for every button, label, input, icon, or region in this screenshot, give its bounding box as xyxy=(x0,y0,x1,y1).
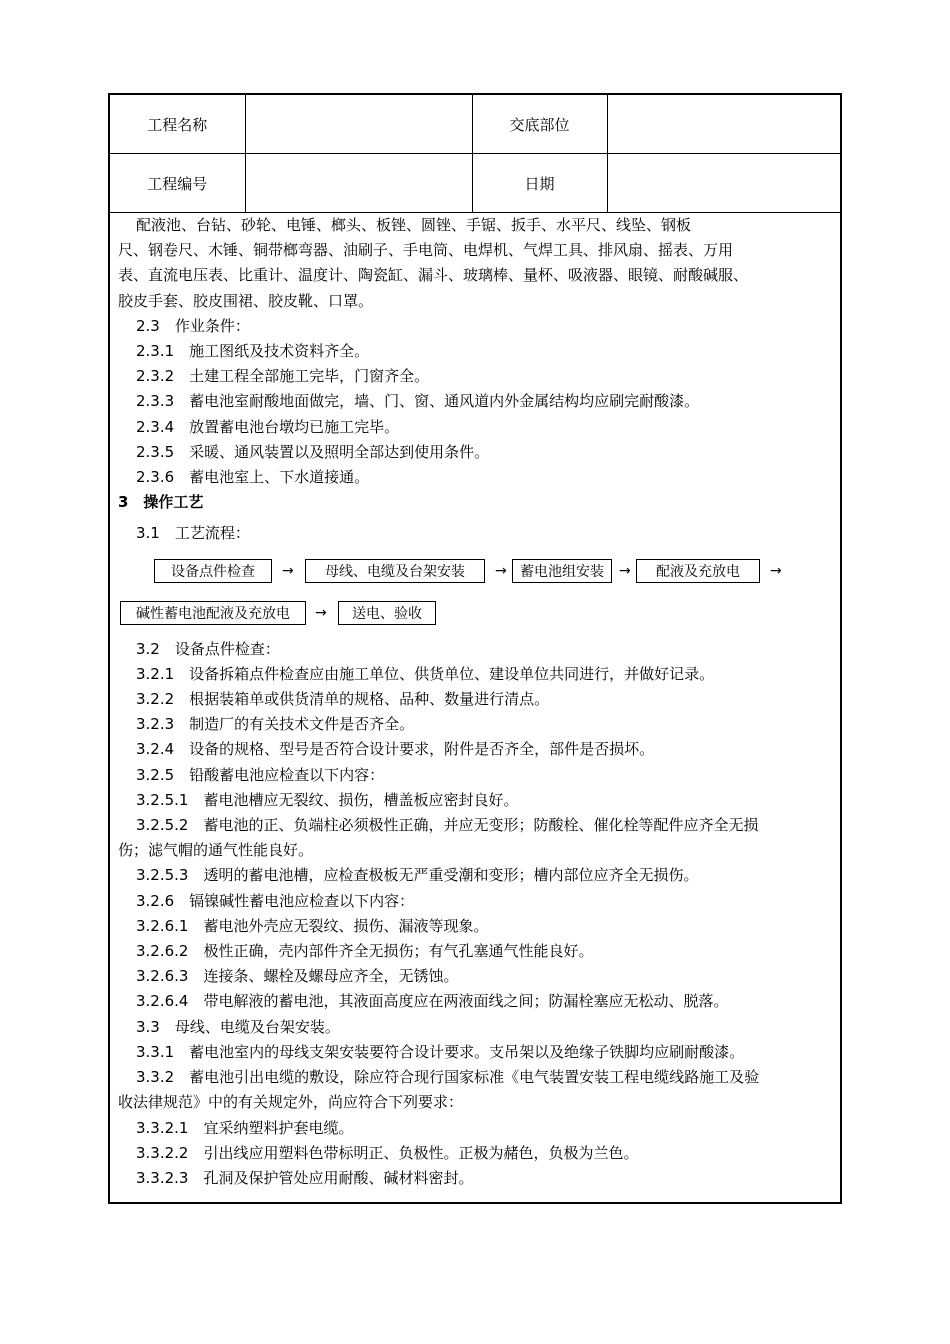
inspection-line: 3.2.6 镉镍碱性蓄电池应检查以下内容： xyxy=(136,891,415,910)
flow-arrow: → xyxy=(495,562,507,579)
flow-step-box: 配液及充放电 xyxy=(636,559,760,583)
busbar-line: 3.3.2.1 宜采纳塑料护套电缆。 xyxy=(136,1118,354,1137)
inspection-line: 3.2 设备点件检查： xyxy=(136,639,280,658)
inspection-line: 3.2.3 制造厂的有关技术文件是否齐全。 xyxy=(136,715,415,734)
document-frame xyxy=(108,93,842,1204)
location-value xyxy=(607,95,840,154)
document-body xyxy=(118,213,834,1191)
date-value xyxy=(607,154,840,213)
flow-arrow: → xyxy=(619,562,631,579)
condition-line: 2.3.2 土建工程全部施工完毕，门窗齐全。 xyxy=(136,367,430,386)
busbar-line: 3.3.1 蓄电池室内的母线支架安装要符合设计要求。支吊架以及绝缘子铁脚均应刷耐酸漆。 xyxy=(136,1042,745,1061)
inspection-line: 3.2.5.3 透明的蓄电池槽，应检查极板无严重受潮和变形；槽内部位应齐全无损伤。 xyxy=(136,866,699,885)
condition-line: 2.3.4 放置蓄电池台墩均已施工完毕。 xyxy=(136,417,400,436)
project-name-label: 工程名称 xyxy=(110,95,245,154)
condition-line: 2.3.1 施工图纸及技术资料齐全。 xyxy=(136,342,370,361)
inspection-line: 3.2.5.1 蓄电池槽应无裂纹、损伤，槽盖板应密封良好。 xyxy=(136,790,519,809)
busbar-line: 3.3.2 蓄电池引出电缆的敷设，除应符合现行国家标准《电气装置安装工程电缆线路施工及验 xyxy=(136,1068,760,1087)
inspection-line: 3.2.5.2 蓄电池的正、负端柱必须极性正确，并应无变形；防酸栓、催化栓等配件应齐全无损 xyxy=(136,816,759,835)
flow-step-box: 送电、验收 xyxy=(338,601,436,625)
condition-line: 2.3.5 采暖、通风装置以及照明全部达到使用条件。 xyxy=(136,442,490,461)
busbar-line: 3.3.2.2 引出线应用塑料色带标明正、负极性。正极为赭色，负极为兰色。 xyxy=(136,1143,639,1162)
inspection-line: 伤；滤气帽的通气性能良好。 xyxy=(118,841,314,860)
process-flow-row-2 xyxy=(118,597,834,637)
flow-arrow: → xyxy=(315,604,327,621)
header-table xyxy=(110,95,840,213)
condition-line: 2.3 作业条件： xyxy=(136,316,250,335)
process-flow-row-1 xyxy=(118,547,834,597)
busbar-line: 3.3.2.3 孔洞及保护管处应用耐酸、碱材料密封。 xyxy=(136,1168,474,1187)
project-name-value xyxy=(245,95,472,154)
tools-line-1: 配液池、台钻、砂轮、电锤、榔头、板锉、圆锉、手锯、扳手、水平尺、线坠、钢板 xyxy=(136,216,692,234)
flow-step-box: 蓄电池组安装 xyxy=(512,559,612,583)
inspection-line: 3.2.1 设备拆箱点件检查应由施工单位、供货单位、建设单位共同进行，并做好记录。 xyxy=(136,664,715,683)
flow-arrow: → xyxy=(282,562,294,579)
project-no-value xyxy=(245,154,472,213)
tools-line-2: 尺、钢卷尺、木锤、铜带榔弯器、油刷子、手电筒、电焊机、气焊工具、排风扇、摇表、万用 xyxy=(118,241,734,260)
inspection-line: 3.2.6.2 极性正确，壳内部件齐全无损伤；有气孔塞通气性能良好。 xyxy=(136,942,594,961)
busbar-line: 3.3 母线、电缆及台架安装。 xyxy=(136,1017,340,1036)
flow-title: 3.1 工艺流程： xyxy=(136,524,250,543)
inspection-line: 3.2.6.1 蓄电池外壳应无裂纹、损伤、漏液等现象。 xyxy=(136,916,489,935)
inspection-line: 3.2.6.4 带电解液的蓄电池，其液面高度应在两液面线之间；防漏栓塞应无松动、脱落。 xyxy=(136,992,729,1011)
inspection-line: 3.2.6.3 连接条、螺栓及螺母应齐全，无锈蚀。 xyxy=(136,967,459,986)
inspection-line: 3.2.2 根据装箱单或供货清单的规格、品种、数量进行清点。 xyxy=(136,690,550,709)
section-3-title: 3 操作工艺 xyxy=(118,493,204,512)
tools-line-3: 表、直流电压表、比重计、温度计、陶瓷缸、漏斗、玻璃棒、量杯、吸液器、眼镜、耐酸碱服、 xyxy=(118,266,749,285)
project-no-label: 工程编号 xyxy=(110,154,245,213)
flow-arrow: → xyxy=(770,562,782,579)
flow-step-box: 设备点件检查 xyxy=(154,559,272,583)
flow-step-box: 碱性蓄电池配液及充放电 xyxy=(120,601,306,625)
condition-line: 2.3.6 蓄电池室上、下水道接通。 xyxy=(136,468,370,487)
busbar-line: 收法律规范》中的有关规定外，尚应符合下列要求： xyxy=(118,1093,464,1112)
flow-step-box: 母线、电缆及台架安装 xyxy=(305,559,485,583)
tools-line-4: 胶皮手套、胶皮围裙、胶皮靴、口罩。 xyxy=(118,291,374,310)
date-label: 日期 xyxy=(472,154,607,213)
inspection-line: 3.2.5 铅酸蓄电池应检查以下内容： xyxy=(136,765,385,784)
condition-line: 2.3.3 蓄电池室耐酸地面做完，墙、门、窗、通风道内外金属结构均应刷完耐酸漆。 xyxy=(136,392,700,411)
inspection-line: 3.2.4 设备的规格、型号是否符合设计要求，附件是否齐全，部件是否损坏。 xyxy=(136,740,655,759)
location-label: 交底部位 xyxy=(472,95,607,154)
